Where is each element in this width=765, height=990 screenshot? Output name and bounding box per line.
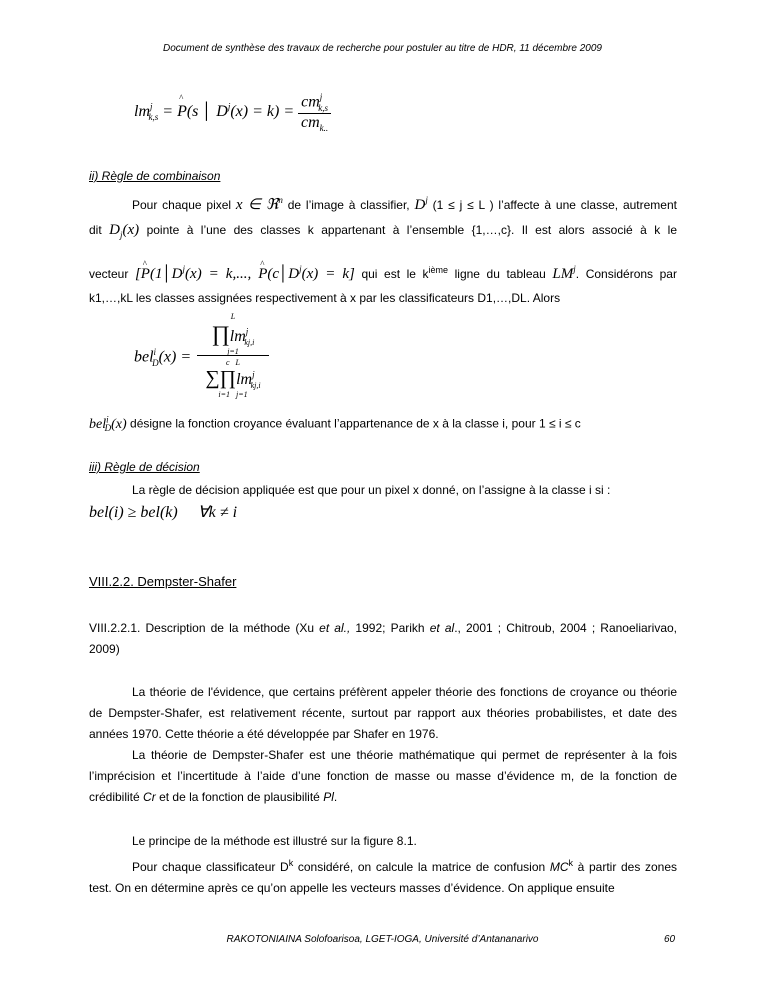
paragraph-3: Le principe de la méthode est illustré sur la figure 8.1. <box>132 834 417 848</box>
equation-bel: bel$^i_D$(x) = L $\prod lm^j_{kj,i}$ j=1 c L $\sum\prod lm^j_{kj,i}$ i=1 j=1 <box>134 312 334 402</box>
page-footer: RAKOTONIAINA Solofoarisoa, LGET-IOGA, Université d’Antananarivo <box>226 934 539 945</box>
bel-description: bel$^i_D$(x) désigne la fonction croyance évaluant l’appartenance de x à la classe i, pour 1 ≤ i ≤ c <box>89 414 581 434</box>
equation-decision: bel(i) ≥ bel(k) ∀k ≠ i <box>89 504 238 521</box>
combination-line-1: Pour chaque pixel x ∈ ℜ$^n$ de l’image à classifier, $D^j$ (1 ≤ j ≤ L ) l’affecte à une classe, autrement <box>132 195 677 213</box>
page-number: 60 <box>664 934 676 945</box>
subsection-title: VIII.2.2.1. Description de la méthode (Xu et al., 1992; Parikh et al., 2001 ; Chitroub, 2004 ; Ranoeliarivao, 2009) <box>89 621 678 656</box>
paragraph-4: Pour chaque classificateur $D^k$ considéré, on calcule la matrice de confusion $MC^k$ à partir des zones test. On en détermine après ce qu’on appelle les vecteurs masses d’évidence. On applique ensuite <box>89 858 677 895</box>
combination-title: ii) Règle de combinaison <box>89 169 221 183</box>
decision-title: iii) Règle de décision <box>89 460 200 474</box>
equation-lm: $lm^j_{k,s}$ = ^ P(s │ $D^j(x) = k$) = $\frac{cm^j_{k,s}}{cm_{k..}}$ <box>134 92 331 133</box>
combination-line-2: dit $D_j(x)$ pointe à l’une des classes k appartenant à l’ensemble {1,…,c}. Il est alors associé à k le <box>89 222 677 240</box>
page-header: Document de synthèse des travaux de recherche pour postuler au titre de HDR, 11 décembre 2009 <box>163 43 602 54</box>
decision-text: La règle de décision appliquée est que pour un pixel x donné, on l’assigne à la classe i si : <box>132 483 611 497</box>
combination-line-4: k1,…,kL les classes assignées respectivement à x par les classificateurs D1,…,DL. Alors <box>89 291 561 305</box>
combination-line-3: vecteur [^ $P(1│D^j(x) = k$,..., ^ $P(c│D^j(x) = k]$ qui est le $k^{ième}$ ligne du tableau $LM^j$. Considérons par <box>89 259 677 285</box>
section-title: VIII.2.2. Dempster-Shafer <box>89 574 237 589</box>
paragraph-2: La théorie de Dempster-Shafer est une théorie mathématique qui permet de représenter à la fois l’imprécision et l’incertitude à l’aide d’une fonction de masse ou masse d’évidence m, de la fonction de crédibilité Cr et de la fonction de plausibilité Pl. <box>89 748 677 804</box>
paragraph-1: La théorie de l'évidence, que certains préfèrent appeler théorie des fonctions de croyance ou théorie de Dempster-Shafer, est relativement récente, surtout par rapport aux théories probabilistes, et date des années 1970. Cette théorie a été développée par Shafer en 1976. <box>89 685 677 741</box>
